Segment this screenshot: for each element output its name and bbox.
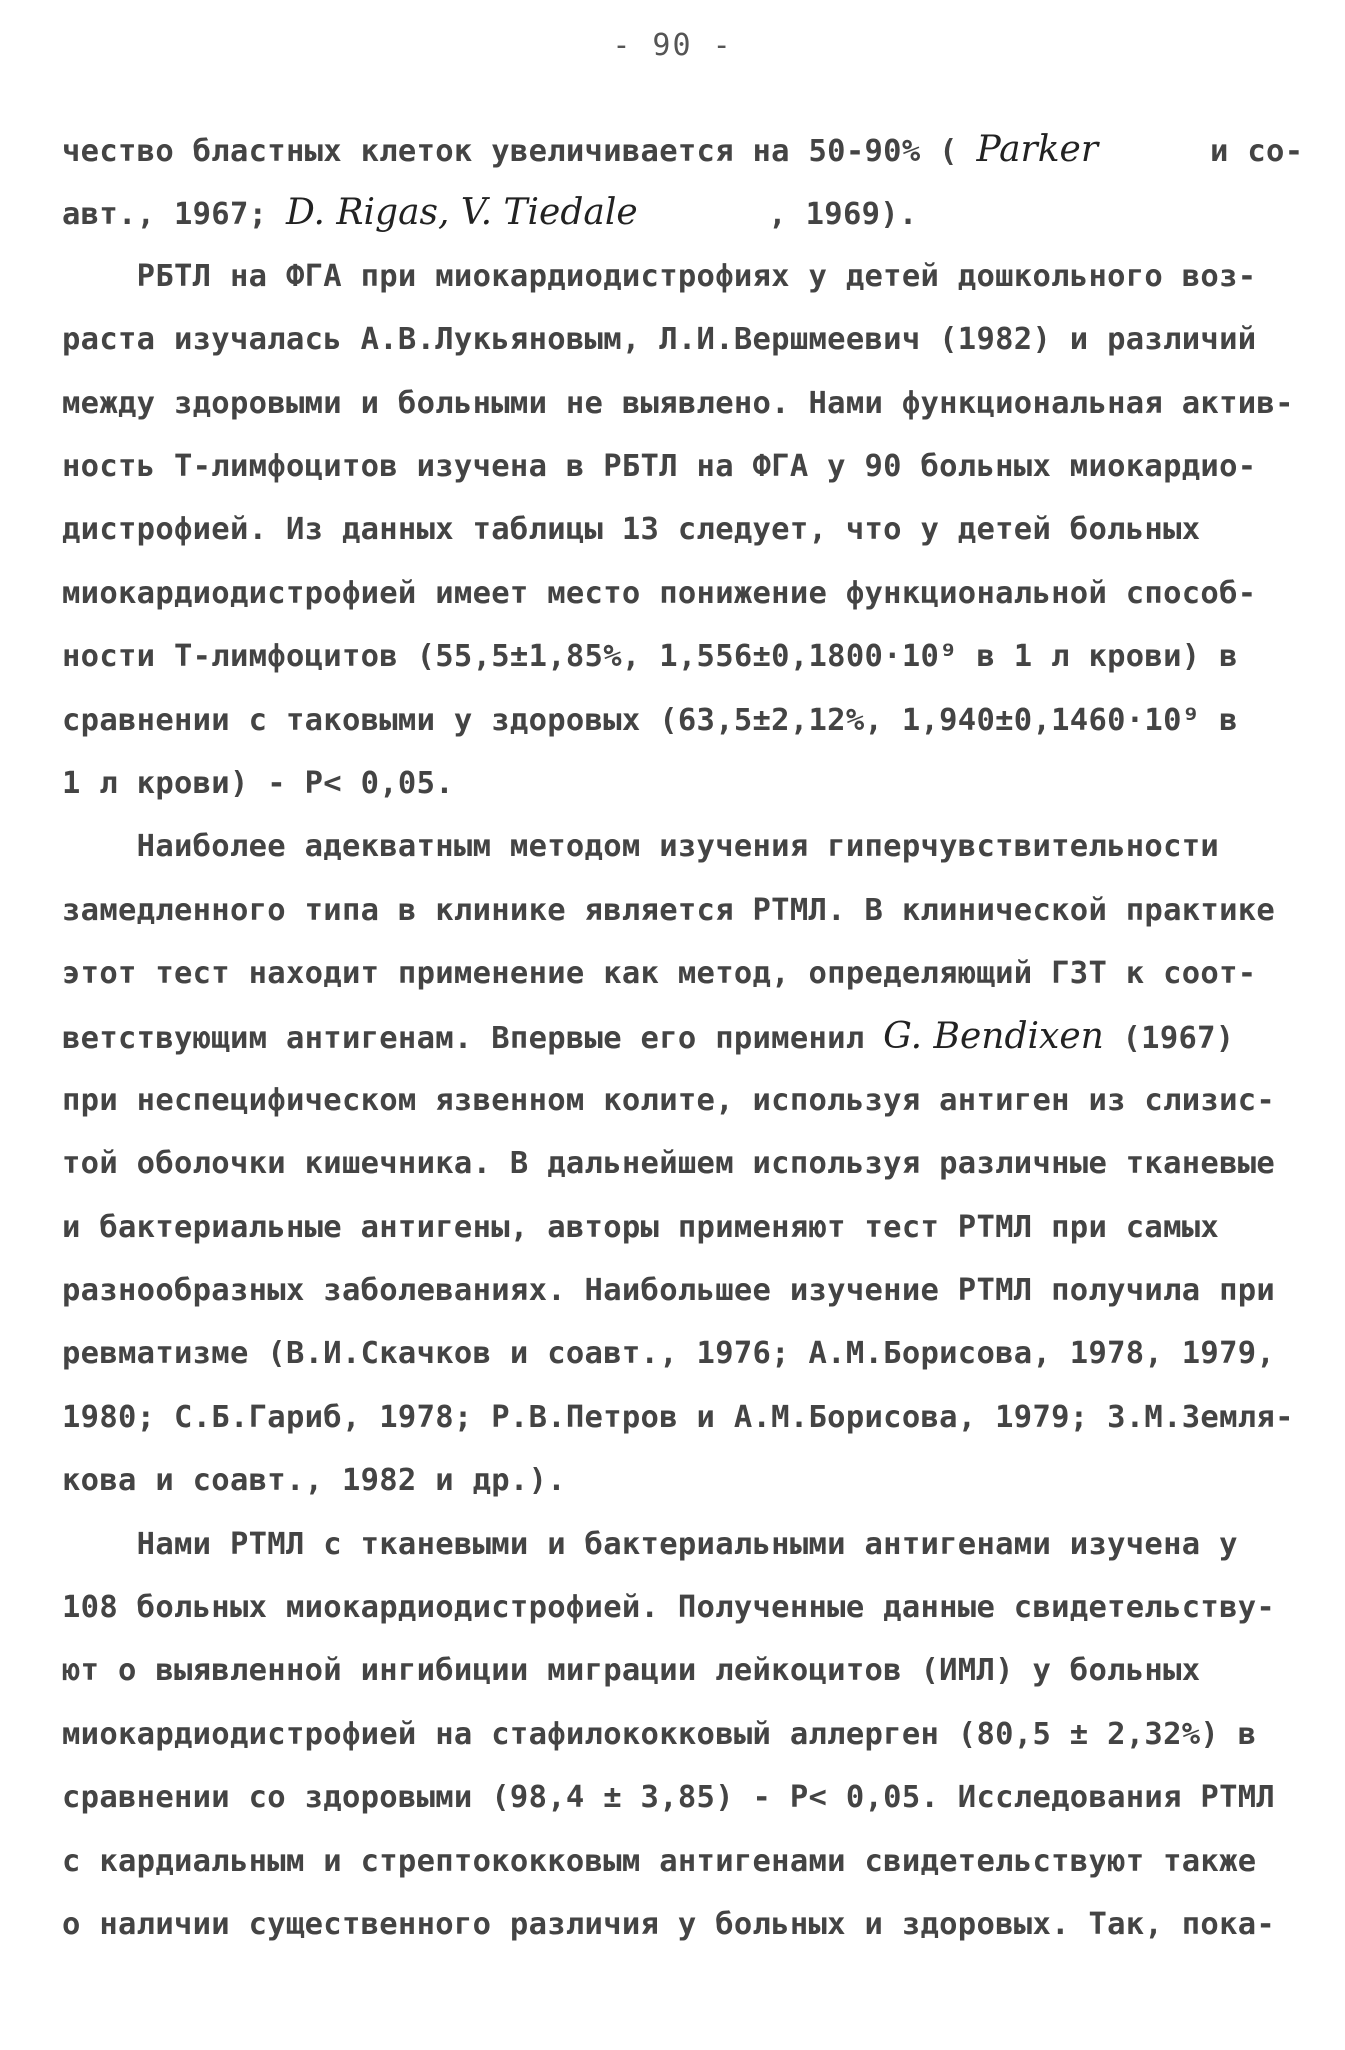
text-line — [62, 308, 1257, 371]
typed-text: РБТЛ на ФГА при миокардиодистрофиях у детей дошкольного воз- — [62, 258, 1257, 294]
typed-text: авт., 1967; — [62, 197, 286, 233]
text-line — [62, 372, 1294, 435]
text-line — [62, 625, 1257, 688]
typed-text: ют о выявленной ингибиции миграции лейкоцитов (ИМЛ) у больных — [62, 1653, 1201, 1689]
text-line — [62, 1830, 1257, 1893]
text-line — [62, 1893, 1276, 1956]
typed-text: 1 л крови) - Р< 0,05. — [62, 765, 454, 801]
text-line — [62, 498, 1257, 561]
text-line — [62, 1259, 1276, 1322]
typed-text: миокардиодистрофией имеет место понижение функциональной способ- — [62, 575, 1257, 611]
text-line — [62, 689, 1257, 752]
text-line — [62, 1576, 1276, 1639]
typed-text: и со- — [1098, 134, 1304, 169]
typed-text: раста изучалась А.В.Лукьяновым, Л.И.Вершмеевич (1982) и различий — [62, 322, 1257, 358]
body-text — [62, 118, 1304, 1956]
text-line — [62, 1386, 1294, 1449]
typed-text: той оболочки кишечника. В дальнейшем используя различные тканевые — [62, 1146, 1276, 1182]
text-line — [62, 1513, 1257, 1576]
text-line — [62, 879, 1276, 942]
typed-text: Нами РТМЛ с тканевыми и бактериальными антигенами изучена у — [62, 1526, 1238, 1562]
typed-text: и бактериальные антигены, авторы применяют тест РТМЛ при самых — [62, 1209, 1220, 1245]
text-line — [62, 942, 1257, 1005]
handwritten-author-name: D. Rigas, V. Tiedale — [285, 192, 638, 234]
typed-text: ность Т-лимфоцитов изучена в РБТЛ на ФГА у 90 больных миокардио- — [62, 448, 1257, 484]
typed-text: чество бластных клеток увеличивается на 50-90% ( — [62, 134, 977, 169]
typed-text: ревматизме (В.И.Скачков и соавт., 1976; А.М.Борисова, 1978, 1979, — [62, 1336, 1276, 1372]
handwritten-author-name: Parker — [976, 129, 1099, 170]
typed-text: о наличии существенного различия у больных и здоровых. Так, пока- — [62, 1906, 1276, 1942]
typed-text: замедленного типа в клинике является РТМЛ. В клинической практике — [62, 892, 1276, 928]
text-line — [62, 1639, 1257, 1702]
text-line — [62, 1132, 1276, 1195]
text-line — [62, 118, 1304, 181]
typed-text: миокардиодистрофией на стафилококковый аллерген (80,5 ± 2,32%) в — [62, 1716, 1257, 1752]
text-line — [62, 1005, 1257, 1068]
typed-text: ности Т-лимфоцитов (55,5±1,85%, 1,556±0,1800·10⁹ в 1 л крови) в — [62, 639, 1238, 675]
text-line — [62, 815, 1257, 878]
handwritten-author-name: G. Bendixen — [883, 1016, 1104, 1058]
typed-text: сравнении со здоровыми (98,4 ± 3,85) - Р< 0,05. Исследования РТМЛ — [62, 1780, 1276, 1816]
text-line — [62, 245, 1257, 308]
page-number: - 90 - — [612, 28, 733, 63]
typed-text: между здоровыми и больными не выявлено. Нами функциональная актив- — [62, 385, 1294, 421]
text-line — [62, 181, 1257, 244]
text-line — [62, 1449, 1257, 1512]
text-line — [62, 435, 1257, 498]
typed-text: этот тест находит применение как метод, определяющий ГЗТ к соот- — [62, 956, 1257, 992]
typed-text: с кардиальным и стрептококковым антигенами свидетельствуют также — [62, 1843, 1257, 1879]
text-line — [62, 752, 1257, 815]
text-line — [62, 1196, 1257, 1259]
typed-text: 108 больных миокардиодистрофией. Полученные данные свидетельству- — [62, 1589, 1276, 1625]
typed-text: (1967) — [1103, 1021, 1235, 1057]
text-line — [62, 1322, 1276, 1385]
typed-text: при неспецифическом язвенном колите, используя антиген из слизис- — [62, 1082, 1276, 1118]
typed-text: разнообразных заболеваниях. Наибольшее изучение РТМЛ получила при — [62, 1273, 1276, 1309]
typed-text: , 1969). — [637, 197, 918, 233]
typed-text: ветствующим антигенам. Впервые его применил — [62, 1021, 884, 1057]
text-line — [62, 562, 1257, 625]
typed-text: 1980; С.Б.Гариб, 1978; Р.В.Петров и А.М.Борисова, 1979; З.М.Земля- — [62, 1399, 1294, 1435]
typed-text: сравнении с таковыми у здоровых (63,5±2,12%, 1,940±0,1460·10⁹ в — [62, 702, 1238, 738]
text-line — [62, 1703, 1257, 1766]
typed-text: Наиболее адекватным методом изучения гиперчувствительности — [62, 829, 1220, 865]
typed-text: кова и соавт., 1982 и др.). — [62, 1463, 566, 1499]
text-line — [62, 1069, 1276, 1132]
text-line — [62, 1766, 1276, 1829]
typed-text: дистрофией. Из данных таблицы 13 следует, что у детей больных — [62, 512, 1201, 548]
